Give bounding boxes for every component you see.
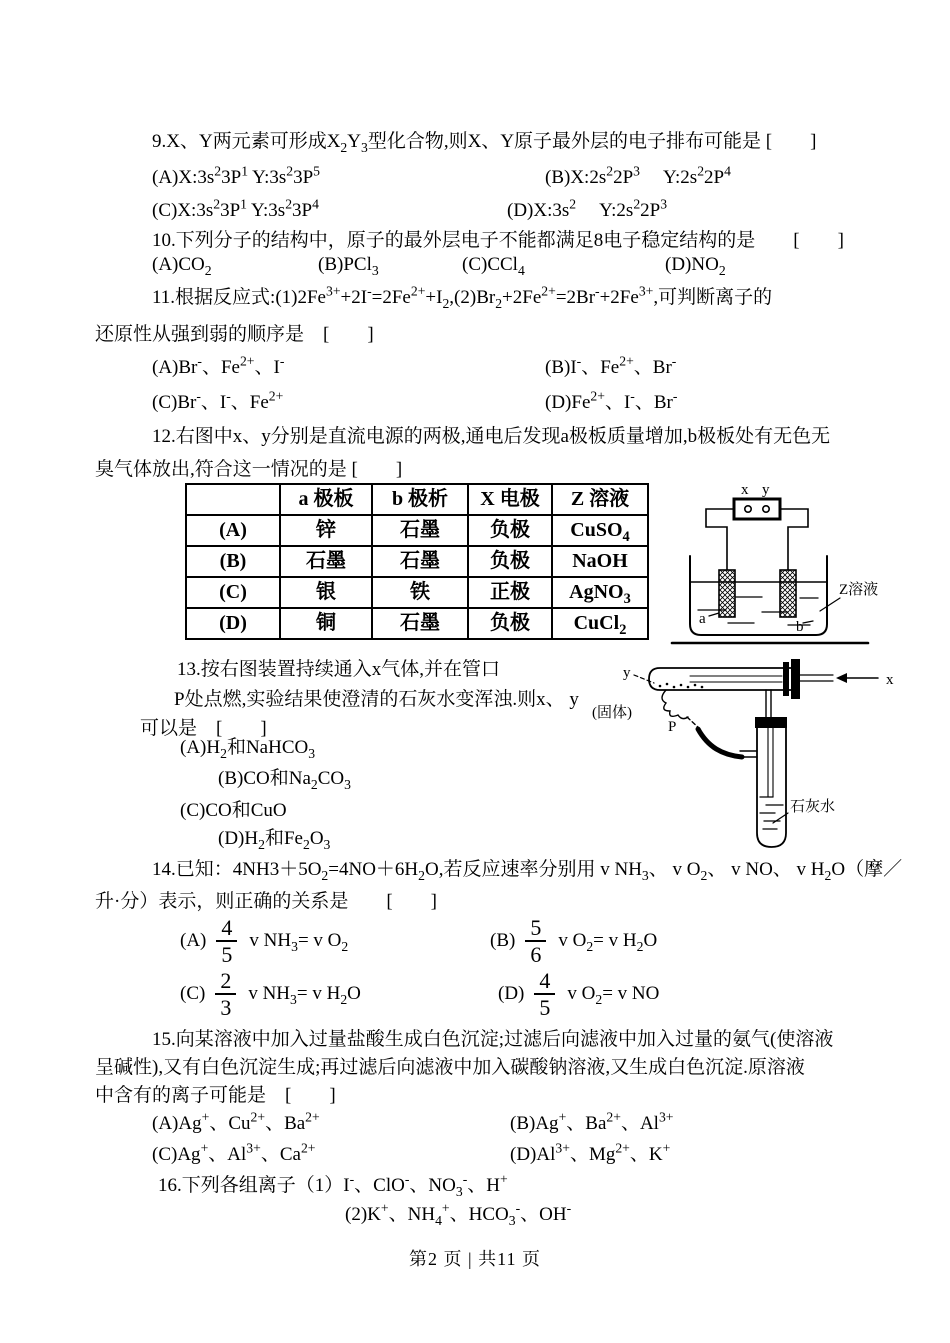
solid-dot [701,686,704,689]
q15-stem-line2: 呈碱性),又有白色沉淀生成;再过滤后向滤液中加入碳酸钠溶液,又生成白色沉淀.原溶液 [95,1057,805,1078]
fraction-denominator: 6 [530,942,542,967]
q10-option-d: $(D)NO_2$ [665,254,726,278]
q12-th-z: Z 溶液 [552,484,648,515]
q12-cell: 负极 [468,608,552,639]
label-solid: (固体) [592,705,632,721]
q14-option-c [180,968,361,1020]
label-y-leader [634,675,654,683]
q16-line2: (2)K+、$NH_4^+$、$HCO_3^-$、OH- [345,1200,572,1228]
label-electrode-a: a [699,611,706,627]
q9-option-d: $(D)X:3s^2$ $Y:2s^22P^3$ [507,196,668,221]
q12-cell: 锌 [280,515,372,546]
q12-table-row-c [186,577,648,608]
solution-leader-line [820,598,840,611]
terminal-y-icon [763,506,769,512]
label-a-tick [709,613,719,616]
solid-dot [659,685,662,688]
q10-option-c: (C)CCl$_4$ [462,254,525,278]
fraction-denominator: 5 [221,942,233,967]
q12-cell: 石墨 [372,608,468,639]
q9-stem: 9.X、Y两元素可形成$X_2Y_3$型化合物,则X、Y原子最外层的电子排布可能是 [ ] [152,131,817,155]
fraction-denominator: 5 [539,995,551,1020]
electrode-b [780,570,796,617]
q14-option-b-expr: v $O_2= v$ $H_2O$ [558,930,658,954]
q9-option-b: $(B)X:2s^22P^3$ $Y:2s^22P^4$ [545,163,731,188]
q12-th-blank [186,484,280,515]
q12-cell: AgNO$_3$ [552,577,648,608]
q13-option-b: (B)CO和$Na_2CO_3$ [218,768,351,792]
q12-table [185,483,649,640]
q12-th-a: a 极板 [280,484,372,515]
fraction-numerator: 4 [216,916,237,942]
combustion-tube [649,668,795,690]
label-limewater: 石灰水 [790,799,836,815]
q12-cell: (C) [186,577,280,608]
q12-electrolysis-diagram [670,470,910,665]
q11-option-a: (A)Br-、$Fe^{2+}$、I- [152,353,285,378]
q12-table-header-row [186,484,648,515]
q14-option-a-label: (A) [180,930,207,952]
q15-option-d: $(D)Al^{3+}$、$Mg^{2+}$、K+ [510,1140,671,1165]
q12-th-x: X 电极 [468,484,552,515]
q12-table-row-b [186,546,648,577]
q11-option-b: (B)I-、$Fe^{2+}$、Br- [545,353,677,378]
label-electrode-b: b [796,619,804,635]
label-b-tick [803,621,813,623]
solid-dot [680,684,683,687]
q12-cell: 石墨 [280,546,372,577]
q16-line1: 16.下列各组离子（1）I-、ClO-、$NO_3^-$、H+ [158,1171,508,1199]
q14-stem-line2: 升·分）表示，则正确的关系是 [ ] [95,891,437,912]
fraction-denominator: 3 [220,995,232,1020]
q13-stem-line2: P处点燃,实验结果使澄清的石灰水变浑浊.则x、 y [174,689,579,710]
power-supply-icon [734,499,780,519]
q13-option-d: $(D)H_2$和$Fe_2O_3$ [218,828,331,852]
q15-stem-line1: 15.向某溶液中加入过量盐酸生成白色沉淀;过滤后向滤液中加入过量的氨气(使溶液 [152,1029,834,1050]
q12-cell: 铁 [372,577,468,608]
q14-option-a [180,915,348,967]
q14-option-c-fraction [215,969,236,1019]
q12-table-row-a [186,515,648,546]
q15-option-c: (C)Ag+、$Al^{3+}$、$Ca^{2+}$ [152,1140,316,1165]
q14-option-d-expr: v $O_2= v$ NO [567,983,660,1007]
wire-left [706,509,734,570]
q12-cell: 铜 [280,608,372,639]
q14-option-b-fraction [525,916,546,966]
q12-cell: CuSO$_4$ [552,515,648,546]
q12-cell: 正极 [468,577,552,608]
test-tube-stopper [755,717,787,728]
solid-dot [687,686,690,689]
solid-dot [673,686,676,689]
q12-cell: NaOH [552,546,648,577]
fraction-numerator: 5 [525,916,546,942]
gas-flow-arrowhead [836,673,847,683]
q14-option-d-label: (D) [498,983,525,1005]
q11-option-c: (C)Br-、I-、$Fe^{2+}$ [152,388,284,413]
label-x: x [741,482,749,498]
q11-stem-line1: 11.根据反应式$:(1)2Fe^{3+}+2I^-=2Fe^{2+}+I_2,(2)Br_2+2Fe^{2+}=2Br^-+2Fe^{3+}$,可判断离子的 [152,283,773,311]
q13-apparatus-diagram [590,645,920,865]
q10-option-a: $(A)CO_2$ [152,254,212,278]
q14-option-b [490,915,657,967]
stopper-bar [783,662,789,696]
q14-option-d-fraction [534,969,555,1019]
q14-option-c-expr: v $NH_3= v$ $H_2O$ [248,983,361,1007]
beaker-outline [690,556,827,635]
label-y: y [623,665,631,681]
q15-stem-line3: 中含有的离子可能是 [ ] [95,1085,336,1106]
fraction-numerator: 2 [215,969,236,995]
q14-option-d [498,968,659,1020]
q14-option-a-expr: v $NH_3= v$ $O_2$ [249,930,349,954]
nozzle-spout [662,690,688,719]
label-p: P [668,719,677,735]
q14-option-c-label: (C) [180,983,206,1005]
q12-cell: 负极 [468,546,552,577]
q12-stem-line2: 臭气体放出,符合这一情况的是 [ ] [95,459,403,480]
q11-stem-line2: 还原性从强到弱的顺序是 [ ] [95,324,374,345]
q9-option-c: $(C)X:3s^23P^1$ $Y:3s^23P^4$ [152,196,319,221]
q12-cell: 负极 [468,515,552,546]
q12-table-row-d [186,608,648,639]
fraction-numerator: 4 [534,969,555,995]
page-footer: 第2 页 | 共11 页 [409,1249,541,1269]
wire-right [780,509,808,570]
label-z-solution: Z溶液 [839,582,879,598]
q12-cell: (B) [186,546,280,577]
q12-cell: 银 [280,577,372,608]
q12-cell: CuCl$_2$ [552,608,648,639]
stopper-bar [791,659,800,699]
q15-option-a: (A)Ag+、$Cu^{2+}$、$Ba^{2+}$ [152,1109,320,1134]
solid-dot [694,684,697,687]
q12-cell: (A) [186,515,280,546]
q14-option-b-label: (B) [490,930,516,952]
q13-option-a: $(A)H_2$和NaHCO$_3$ [180,737,316,761]
label-y: y [762,482,770,498]
q13-option-c: (C)CO和CuO [180,800,287,821]
q13-stem-line3: 可以是 [ ] [140,718,267,739]
terminal-x-icon [745,506,751,512]
q14-option-a-fraction [216,916,237,966]
q10-stem: 10.下列分子的结构中，原子的最外层电子不能都满足8电子稳定结构的是 [ ] [152,230,844,251]
q15-option-b: (B)Ag+、$Ba^{2+}$、$Al^{3+}$ [510,1109,674,1134]
q12-cell: 石墨 [372,515,468,546]
q12-cell: (D) [186,608,280,639]
q12-stem-line1: 12.右图中x、y分别是直流电源的两极,通电后发现a极板质量增加,b极板处有无色无 [152,426,831,447]
q12-cell: 石墨 [372,546,468,577]
q14-stem-line1: 14.已知：$4NH3+5O_2=4NO+6H_2O$,若反应速率分别用 v $NH_3$、 v $O_2$、 v NO、 v $H_2O$（摩／ [152,859,903,883]
q9-option-a: $(A)X:3s^23P^1$ $Y:3s^23P^5$ [152,163,321,188]
q10-option-b: (B)PCl$_3$ [318,254,379,278]
q11-option-d: $(D)Fe^{2+}$、I-、Br- [545,388,678,413]
q12-th-b: b 极析 [372,484,468,515]
rubber-tube [698,729,742,757]
solid-dot [666,683,669,686]
label-x: x [886,672,894,688]
q13-stem-line1: 13.按右图装置持续通入x气体,并在管口 [177,659,501,680]
